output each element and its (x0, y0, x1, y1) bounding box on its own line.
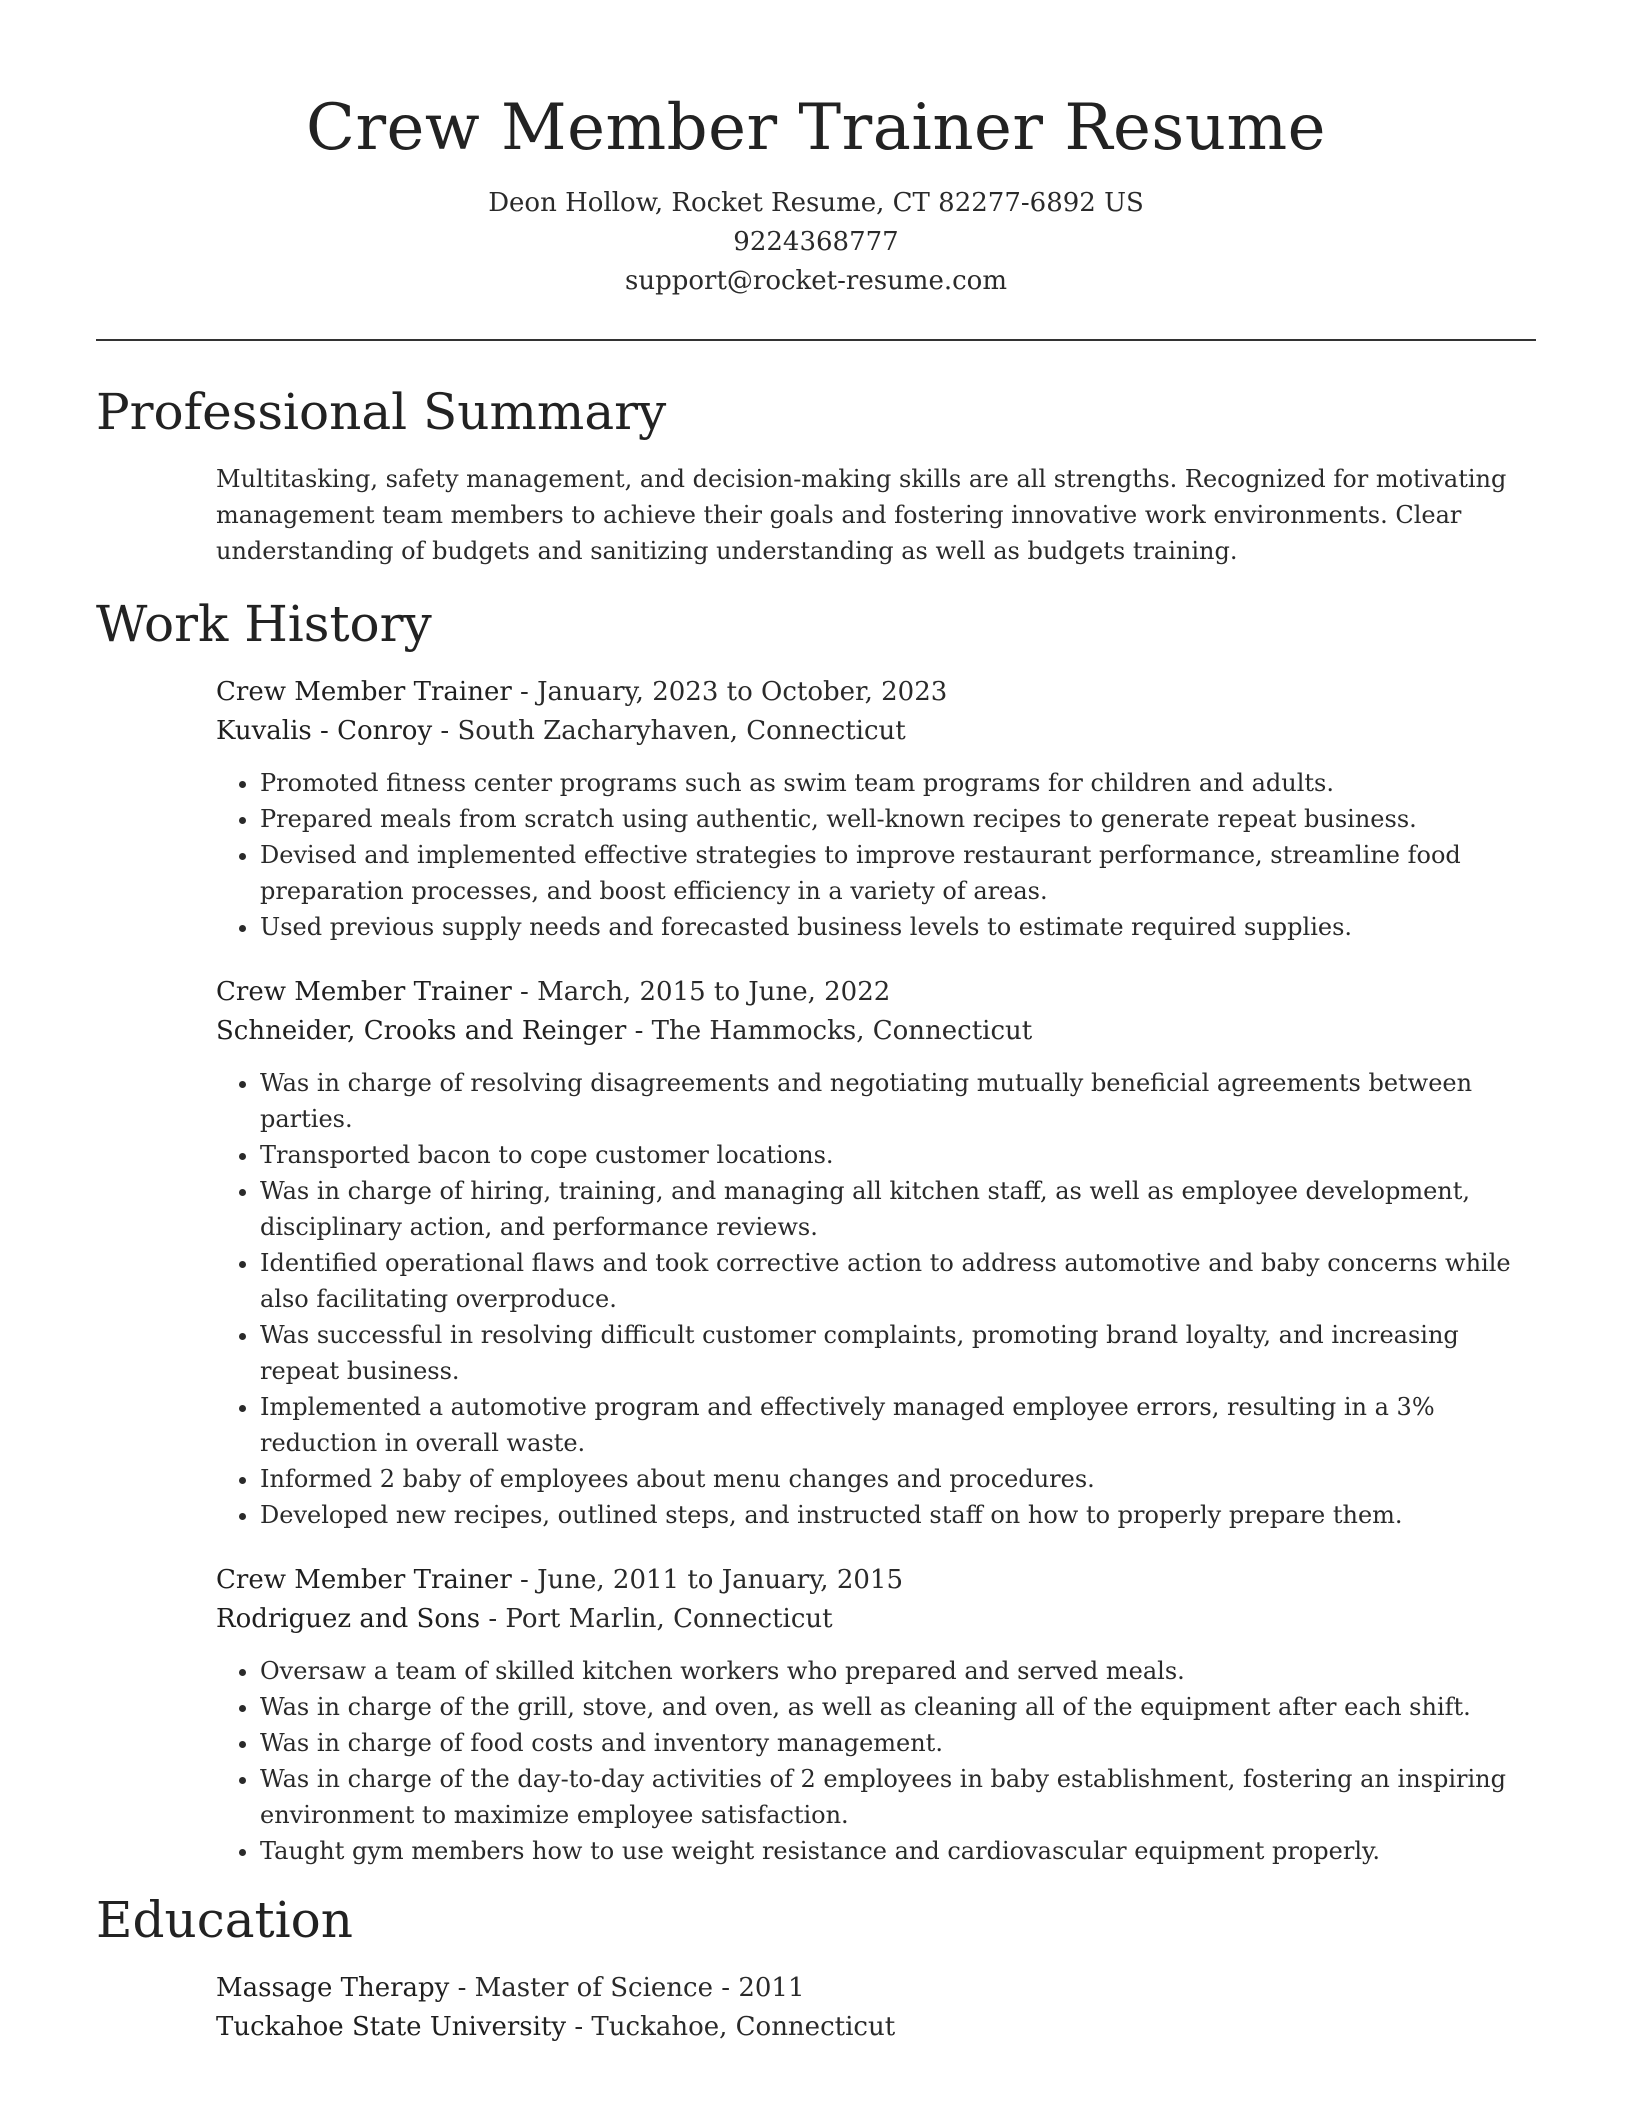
job-company: Kuvalis - Conroy (216, 716, 433, 746)
education-section (96, 1889, 1536, 2047)
job-title: Crew Member Trainer (216, 977, 512, 1007)
job-bullet: • Used previous supply needs and forecasted business levels to estimate required supplies. (260, 909, 1536, 945)
education-degree: Master of Science (474, 1973, 713, 2003)
education-degree-line: Massage Therapy - Master of Science - 2011 (216, 1973, 805, 2003)
job-bullets (216, 1653, 1536, 1869)
job-bullet: • Taught gym members how to use weight resistance and cardiovascular equipment properly. (260, 1833, 1536, 1869)
job-bullet: • Informed 2 baby of employees about menu changes and procedures. (260, 1461, 1536, 1497)
education-school: Tuckahoe State University (216, 2012, 567, 2042)
education-location: Tuckahoe, Connecticut (591, 2012, 896, 2042)
job-dates: June, 2011 to January, 2015 (537, 1565, 903, 1595)
contact-phone: 9224368777 (733, 227, 899, 257)
job-company-line: Rodriguez and Sons - Port Marlin, Connecticut (216, 1604, 833, 1634)
job-location: South Zacharyhaven, Connecticut (457, 716, 906, 746)
job-bullet: • Prepared meals from scratch using authentic, well-known recipes to generate repeat business. (260, 801, 1536, 837)
job-bullets (216, 1065, 1536, 1533)
contact-address: Deon Hollow, Rocket Resume, CT 82277-6892 US (488, 188, 1144, 218)
job-title: Crew Member Trainer (216, 1565, 512, 1595)
contact-info (96, 184, 1536, 301)
job-company-line: Kuvalis - Conroy - South Zacharyhaven, Connecticut (216, 716, 906, 746)
work-history-heading: Work History (96, 595, 432, 653)
job-bullet: • Was in charge of the grill, stove, and oven, as well as cleaning all of the equipment after each shift. (260, 1689, 1536, 1725)
job-entry (216, 973, 1536, 1533)
job-title: Crew Member Trainer (216, 677, 512, 707)
resume-header (96, 0, 1536, 301)
job-dates: March, 2015 to June, 2022 (537, 977, 891, 1007)
education-field: Massage Therapy (216, 1973, 450, 2003)
job-bullet: • Implemented a automotive program and effectively managed employee errors, resulting in a 3% reduction in overall waste. (260, 1389, 1536, 1461)
page-title: Crew Member Trainer Resume (305, 91, 1327, 165)
job-location: Port Marlin, Connecticut (505, 1604, 833, 1634)
job-entry (216, 673, 1536, 945)
job-title-line: Crew Member Trainer - March, 2015 to June, 2022 (216, 977, 891, 1007)
job-bullet: • Transported bacon to cope customer locations. (260, 1137, 1536, 1173)
job-bullet: • Was in charge of hiring, training, and managing all kitchen staff, as well as employee development, disciplinary action, and performance reviews. (260, 1173, 1536, 1245)
job-company-line: Schneider, Crooks and Reinger - The Hammocks, Connecticut (216, 1016, 1033, 1046)
job-bullet: • Was in charge of the day-to-day activities of 2 employees in baby establishment, fostering an inspiring environment to maximize employee satisfaction. (260, 1761, 1536, 1833)
education-entry (216, 1969, 1536, 2047)
job-dates: January, 2023 to October, 2023 (537, 677, 948, 707)
job-bullet: • Promoted fitness center programs such as swim team programs for children and adults. (260, 765, 1536, 801)
job-bullet: • Developed new recipes, outlined steps, and instructed staff on how to properly prepare them. (260, 1497, 1536, 1533)
summary-text: Multitasking, safety management, and decision-making skills are all strengths. Recognized for motivating management team members to achieve their goals and fostering innovative work environments. Clear understanding of budgets and sanitizing understanding as well as budgets training. (216, 465, 1507, 565)
education-school-line: Tuckahoe State University - Tuckahoe, Connecticut (216, 2012, 896, 2042)
education-year: 2011 (738, 1973, 805, 2003)
job-location: The Hammocks, Connecticut (651, 1016, 1033, 1046)
job-company: Schneider, Crooks and Reinger (216, 1016, 627, 1046)
job-bullets (216, 765, 1536, 945)
job-bullet: • Was in charge of resolving disagreements and negotiating mutually beneficial agreements between parties. (260, 1065, 1536, 1137)
contact-email: support@rocket-resume.com (624, 266, 1007, 296)
job-company: Rodriguez and Sons (216, 1604, 481, 1634)
job-entry (216, 1561, 1536, 1869)
education-heading: Education (96, 1891, 353, 1949)
summary-heading: Professional Summary (96, 383, 667, 441)
summary-section (96, 381, 1536, 569)
header-divider (96, 339, 1536, 341)
job-bullet: • Was successful in resolving difficult customer complaints, promoting brand loyalty, and increasing repeat business. (260, 1317, 1536, 1389)
job-bullet: • Devised and implemented effective strategies to improve restaurant performance, streamline food preparation processes, and boost efficiency in a variety of areas. (260, 837, 1536, 909)
job-bullet: • Oversaw a team of skilled kitchen workers who prepared and served meals. (260, 1653, 1536, 1689)
job-title-line: Crew Member Trainer - January, 2023 to October, 2023 (216, 677, 948, 707)
work-history-section (96, 593, 1536, 1869)
job-title-line: Crew Member Trainer - June, 2011 to January, 2015 (216, 1565, 903, 1595)
job-bullet: • Was in charge of food costs and inventory management. (260, 1725, 1536, 1761)
job-bullet: • Identified operational flaws and took corrective action to address automotive and baby concerns while also facilitating overproduce. (260, 1245, 1536, 1317)
